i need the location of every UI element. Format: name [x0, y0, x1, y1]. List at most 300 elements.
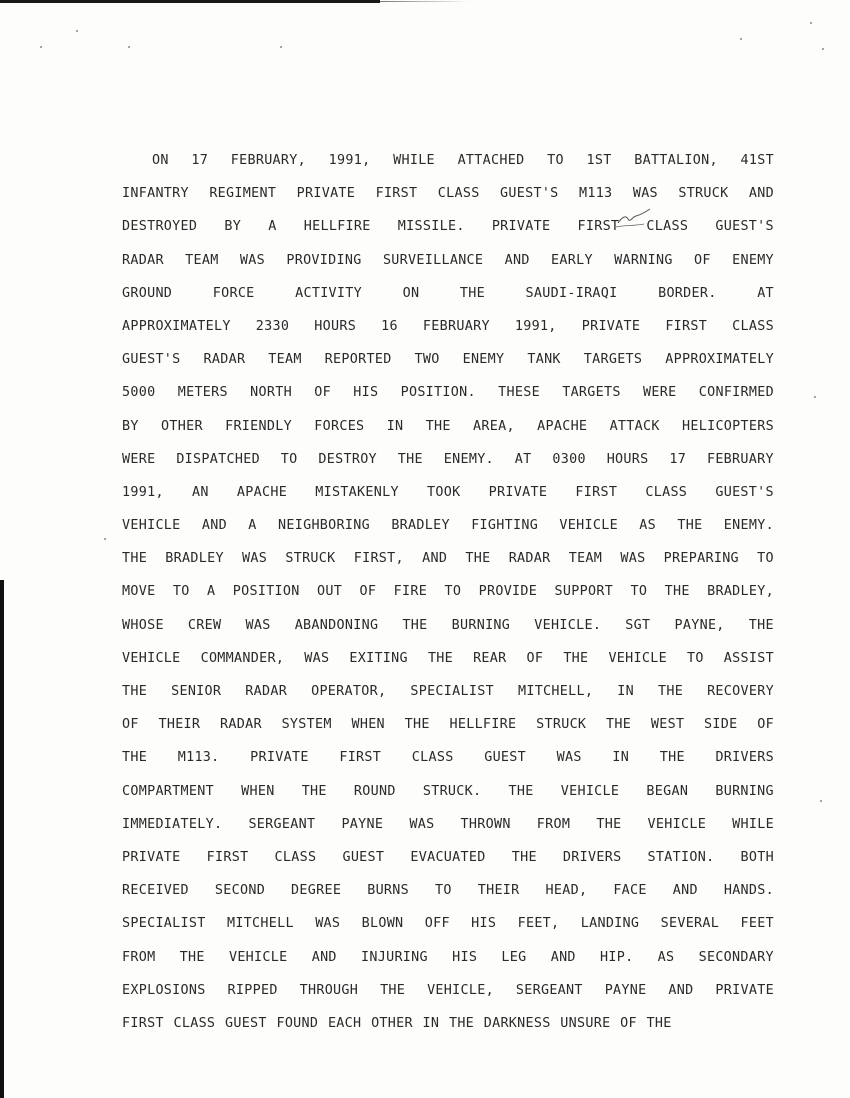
- document-word: THE: [448, 1015, 475, 1031]
- document-word: PAYNE,: [674, 617, 725, 633]
- document-word: PRIVATE: [250, 750, 309, 766]
- document-word: THE: [657, 684, 684, 699]
- document-word: THE: [606, 717, 632, 733]
- document-word: DESTROYED: [122, 219, 198, 235]
- document-word: WHILE: [393, 153, 435, 168]
- document-word: THE: [563, 650, 589, 666]
- document-body: [122, 150, 774, 1046]
- document-line: [122, 416, 774, 449]
- document-word: PREPARING: [663, 551, 739, 567]
- document-word: FIRST: [375, 186, 418, 202]
- document-word: HELLFIRE: [303, 219, 371, 235]
- document-word: IN: [386, 418, 404, 434]
- document-word: REGIMENT: [209, 186, 277, 202]
- document-word: 1ST: [586, 153, 612, 168]
- document-line: [122, 1013, 774, 1046]
- document-word: AT: [757, 285, 774, 301]
- document-word: LANDING: [580, 916, 640, 932]
- document-word: GUEST: [224, 1015, 267, 1031]
- document-line: [122, 515, 774, 548]
- document-word: ASSIST: [723, 650, 774, 666]
- document-word: WHEN: [351, 717, 385, 733]
- document-line: [122, 847, 774, 880]
- document-word: FEET,: [517, 916, 560, 932]
- document-word: OF: [757, 717, 774, 733]
- document-word: POSITION: [232, 584, 300, 600]
- document-word: IMMEDIATELY.: [122, 816, 223, 832]
- document-word: BY: [224, 219, 242, 235]
- document-line: [122, 349, 774, 382]
- document-word: BRADLEY,: [707, 584, 774, 600]
- document-word: WARNING: [614, 252, 673, 268]
- document-word: OTHER: [371, 1015, 413, 1031]
- document-word: OUT: [317, 584, 343, 600]
- document-word: COMPARTMENT: [122, 783, 214, 799]
- document-word: WAS: [242, 551, 268, 567]
- document-word: THE: [459, 285, 485, 301]
- document-word: RADAR: [220, 717, 262, 733]
- document-word: FORCE: [212, 285, 255, 301]
- document-word: THE: [748, 617, 774, 633]
- document-line: [122, 316, 774, 349]
- document-line: [122, 548, 774, 581]
- document-word: VEHICLE: [608, 650, 667, 666]
- document-word: TO: [687, 650, 704, 666]
- document-word: WAS: [245, 617, 271, 633]
- document-word: VEHICLE: [122, 518, 181, 534]
- document-word: GUEST'S: [500, 186, 559, 202]
- document-word: THE: [301, 783, 327, 799]
- document-word: OFF: [424, 916, 450, 932]
- scan-speck: [128, 46, 130, 48]
- document-word: PRIVATE: [581, 318, 641, 334]
- document-word: BATTALION,: [634, 153, 718, 168]
- document-word: WAS: [315, 916, 341, 932]
- document-word: RADAR: [508, 551, 551, 567]
- document-word: STRUCK: [678, 186, 729, 202]
- document-word: SERGEANT: [515, 982, 583, 998]
- document-word: THE: [404, 717, 430, 733]
- document-word: TOOK: [427, 484, 461, 500]
- document-word: TO: [435, 883, 452, 899]
- document-word: CLASS: [411, 750, 454, 766]
- document-word: AND: [550, 949, 576, 965]
- document-word: AND: [672, 883, 698, 899]
- document-word: HIS: [452, 949, 478, 965]
- document-word: WAS: [239, 252, 266, 268]
- document-word: METERS: [177, 385, 228, 401]
- document-word: MISTAKENLY: [315, 484, 399, 500]
- document-word: VEHICLE: [228, 949, 288, 965]
- document-word: WHILE: [732, 816, 774, 832]
- document-word: FOUND: [276, 1015, 319, 1031]
- document-word: CONFIRMED: [698, 385, 774, 401]
- document-word: FIRST: [339, 750, 382, 766]
- document-word: 0300: [552, 451, 586, 467]
- document-word: PAYNE: [341, 816, 384, 832]
- document-word: THEIR: [477, 883, 520, 899]
- document-word: OF: [359, 584, 377, 600]
- document-word: CREW: [187, 617, 222, 633]
- document-word: HIS: [471, 916, 497, 932]
- document-line: [122, 183, 774, 216]
- document-word: ENEMY.: [723, 518, 774, 534]
- document-word: THE: [596, 816, 622, 832]
- document-word: GUEST'S: [715, 219, 774, 235]
- document-line: [122, 747, 774, 780]
- document-word: BEGAN: [646, 783, 689, 799]
- document-word: CLASS: [437, 186, 480, 202]
- document-word: GUEST'S: [122, 352, 181, 368]
- document-word: BRADLEY: [165, 551, 224, 567]
- document-word: RADAR: [245, 684, 288, 699]
- document-line: [122, 449, 774, 482]
- document-word: FEET: [740, 916, 774, 932]
- document-word: 2330: [255, 318, 290, 334]
- document-word: 17: [191, 153, 209, 168]
- document-line: [122, 880, 774, 913]
- document-word: CLASS: [173, 1015, 216, 1031]
- document-word: WEST: [650, 717, 685, 733]
- document-word: PAYNE: [604, 982, 647, 998]
- document-word: FIRST: [665, 318, 708, 334]
- document-word: WAS: [409, 816, 435, 832]
- document-word: AND: [668, 982, 694, 998]
- document-line: [122, 681, 774, 714]
- document-word: WHEN: [241, 783, 275, 799]
- scan-top-edge-rule: [0, 0, 380, 3]
- document-word: AN: [191, 484, 209, 500]
- document-word: FROM: [122, 949, 156, 965]
- document-word: AT: [514, 451, 532, 467]
- document-word: AS: [657, 949, 675, 965]
- document-word: COMMANDER,: [200, 650, 285, 666]
- document-line: [122, 482, 774, 515]
- document-word: PRIVATE: [296, 186, 356, 202]
- document-word: OF: [314, 385, 331, 401]
- document-word: OTHER: [161, 418, 203, 434]
- document-word: NEIGHBORING: [278, 518, 370, 534]
- document-word: THE: [397, 451, 423, 467]
- document-word: NORTH: [250, 385, 292, 401]
- document-word: BRADLEY: [391, 518, 450, 534]
- document-word: SYSTEM: [281, 717, 332, 733]
- document-word: MITCHELL,: [517, 684, 594, 699]
- document-line: [122, 250, 774, 283]
- document-line: [122, 814, 774, 847]
- document-word: FEBRUARY,: [230, 153, 307, 168]
- document-word: WAS: [304, 650, 330, 666]
- document-word: FIRST: [575, 484, 618, 500]
- document-word: THE: [122, 551, 148, 567]
- document-word: DEGREE: [291, 883, 342, 899]
- document-word: TO: [444, 584, 462, 600]
- document-word: VEHICLE: [559, 518, 618, 534]
- document-word: HIP.: [600, 949, 634, 965]
- document-word: TO: [547, 153, 564, 168]
- document-word: TEAM: [568, 551, 603, 567]
- document-word: THE: [508, 783, 534, 799]
- scan-speck: [76, 30, 78, 32]
- document-word: SPECIALIST: [122, 916, 206, 932]
- document-word: THE: [122, 684, 148, 699]
- scan-left-edge-shadow: [0, 580, 4, 1098]
- document-word: FEBRUARY: [422, 318, 490, 334]
- document-word: THESE: [498, 385, 540, 401]
- document-word: VEHICLE: [122, 650, 181, 666]
- document-word: THE: [122, 750, 148, 766]
- document-word: AND: [311, 949, 337, 965]
- document-word: SEVERAL: [660, 916, 720, 932]
- document-word: STATION.: [647, 849, 715, 865]
- document-line: [122, 150, 774, 183]
- document-line: [122, 947, 774, 980]
- document-line: [122, 913, 774, 946]
- document-word: VEHICLE: [560, 783, 620, 799]
- document-word: A: [268, 219, 277, 235]
- document-word: STRUCK: [285, 551, 336, 567]
- document-word: TO: [757, 551, 774, 567]
- document-word: FIRST: [206, 849, 249, 865]
- document-word: HEAD,: [545, 883, 588, 899]
- document-word: HOURS: [606, 451, 649, 467]
- document-word: AND: [422, 551, 448, 567]
- document-word: ABANDONING: [294, 617, 379, 633]
- document-word: ON: [402, 285, 420, 301]
- document-word: MITCHELL: [226, 916, 294, 932]
- document-word: WAS: [556, 750, 582, 766]
- document-word: CLASS: [646, 219, 689, 235]
- document-word: UNSURE: [560, 1015, 611, 1031]
- document-word: EACH: [327, 1015, 362, 1031]
- document-word: THE: [179, 949, 205, 965]
- document-word: SIDE: [704, 717, 738, 733]
- document-word: DRIVERS: [562, 849, 622, 865]
- document-word: FORCES: [314, 418, 365, 434]
- document-word: THE: [402, 617, 428, 633]
- document-word: M113: [578, 186, 613, 202]
- document-word: SUPPORT: [554, 584, 614, 600]
- document-word: FRIENDLY: [225, 418, 292, 434]
- document-word: THE: [677, 518, 703, 534]
- document-word: BLOWN: [361, 916, 404, 932]
- document-word: FEBRUARY: [706, 451, 774, 467]
- document-word: AND: [748, 186, 774, 202]
- document-word: 1991,: [328, 153, 371, 168]
- document-word: CLASS: [732, 318, 774, 334]
- document-word: FIRST: [122, 1015, 164, 1031]
- document-word: CLASS: [645, 484, 688, 500]
- document-word: ENEMY: [732, 252, 774, 268]
- document-word: POSITION.: [400, 385, 476, 401]
- document-word: HELLFIRE: [449, 717, 517, 733]
- document-word: WHOSE: [122, 617, 164, 633]
- document-word: APACHE: [537, 418, 588, 434]
- document-word: GUEST'S: [715, 484, 774, 500]
- document-word: ACTIVITY: [295, 285, 363, 301]
- document-word: PRIVATE: [122, 849, 181, 865]
- document-word: DARKNESS: [483, 1015, 551, 1031]
- document-word: 41ST: [740, 153, 774, 168]
- document-word: EVACUATED: [410, 849, 486, 865]
- document-word: APPROXIMATELY: [122, 318, 231, 334]
- document-word: BURNING: [715, 783, 774, 799]
- document-word: FACE: [613, 883, 647, 899]
- document-word: EXITING: [349, 650, 408, 666]
- scan-speck: [104, 538, 106, 540]
- document-word: THE: [465, 551, 491, 567]
- document-word: THE: [646, 1015, 672, 1031]
- document-word: OF: [620, 1015, 637, 1031]
- document-word: AREA,: [473, 418, 515, 434]
- document-word: LEG: [501, 949, 527, 965]
- document-word: HIS: [353, 385, 379, 401]
- document-word: THE: [664, 584, 690, 600]
- document-word: FIRE: [393, 584, 428, 600]
- document-word: PRIVATE: [715, 982, 774, 998]
- document-word: EARLY: [551, 252, 593, 268]
- document-word: OPERATOR,: [311, 684, 387, 699]
- document-word: OF: [122, 717, 139, 733]
- document-word: ROUND: [353, 783, 396, 799]
- document-word: MOVE: [122, 584, 156, 600]
- document-word: THE: [427, 650, 454, 666]
- document-word: GROUND: [122, 285, 173, 301]
- document-word: STRUCK: [536, 717, 587, 733]
- document-line: [122, 980, 774, 1013]
- document-line: [122, 581, 774, 614]
- document-word: ENEMY.: [443, 451, 494, 467]
- document-word: PROVIDE: [478, 584, 538, 600]
- document-word: BY: [122, 418, 139, 434]
- scan-speck: [814, 396, 816, 398]
- document-word: GUEST: [484, 750, 527, 766]
- document-word: 17: [669, 451, 687, 467]
- document-word: RADAR: [203, 352, 246, 368]
- document-word: TO: [280, 451, 298, 467]
- scan-speck: [820, 800, 822, 802]
- document-word: WERE: [122, 451, 156, 467]
- document-word: THROUGH: [299, 982, 359, 998]
- document-word: SERGEANT: [248, 816, 316, 832]
- document-word: SGT: [625, 617, 651, 633]
- document-word: EXPLOSIONS: [122, 982, 206, 998]
- document-line: [122, 714, 774, 747]
- document-word: A: [248, 518, 257, 534]
- document-word: SENIOR: [171, 684, 222, 699]
- document-word: BURNING: [451, 617, 511, 633]
- document-word: APACHE: [236, 484, 288, 500]
- document-word: OF: [694, 252, 711, 268]
- document-word: FIRST: [577, 219, 620, 235]
- document-word: A: [206, 584, 216, 600]
- document-word: ENEMY: [462, 352, 505, 368]
- document-word: THEIR: [158, 717, 201, 733]
- document-word: SECONDARY: [698, 949, 774, 965]
- document-word: DESTROY: [318, 451, 377, 467]
- document-word: M113.: [177, 750, 220, 766]
- document-word: THE: [659, 750, 685, 766]
- document-word: PROVIDING: [286, 252, 362, 268]
- document-word: FIGHTING: [471, 518, 539, 534]
- document-word: TWO: [414, 352, 440, 368]
- document-word: RECEIVED: [122, 883, 189, 899]
- document-word: ATTACHED: [457, 153, 525, 168]
- document-word: PRIVATE: [488, 484, 548, 500]
- document-word: TANK: [527, 352, 561, 368]
- document-word: DRIVERS: [715, 750, 774, 766]
- document-word: IN: [617, 684, 634, 699]
- document-word: WAS: [632, 186, 658, 202]
- document-word: RADAR: [122, 252, 164, 268]
- document-word: TARGETS: [562, 385, 621, 401]
- document-word: VEHICLE.: [534, 617, 602, 633]
- document-word: AND: [504, 252, 530, 268]
- document-word: SURVEILLANCE: [382, 252, 484, 268]
- document-word: APPROXIMATELY: [665, 352, 774, 368]
- document-word: IN: [612, 750, 630, 766]
- document-word: BURNS: [367, 883, 410, 899]
- document-line: [122, 781, 774, 814]
- scan-speck: [40, 46, 42, 48]
- document-word: THE: [380, 982, 406, 998]
- document-word: OF: [526, 650, 544, 666]
- document-word: TO: [630, 584, 648, 600]
- document-word: SECOND: [214, 883, 266, 899]
- document-word: INJURING: [361, 949, 428, 965]
- document-word: STRUCK.: [422, 783, 482, 799]
- document-word: VEHICLE,: [427, 982, 494, 998]
- document-word: HANDS.: [723, 883, 774, 899]
- scan-speck: [280, 46, 282, 48]
- document-word: 1991,: [122, 484, 164, 500]
- document-word: THE: [425, 418, 451, 434]
- document-word: TEAM: [268, 352, 302, 368]
- document-line: [122, 648, 774, 681]
- document-word: MISSILE.: [397, 219, 465, 235]
- document-word: HELICOPTERS: [682, 418, 774, 434]
- document-word: THROWN: [460, 816, 511, 832]
- document-word: PRIVATE: [491, 219, 551, 235]
- document-line: [122, 283, 774, 316]
- document-word: ATTACK: [609, 418, 660, 434]
- document-word: INFANTRY: [122, 186, 189, 202]
- document-word: GUEST: [342, 849, 385, 865]
- document-word: THE: [511, 849, 537, 865]
- document-word: FROM: [536, 816, 571, 832]
- scan-speck: [740, 38, 742, 40]
- document-line: [122, 615, 774, 648]
- document-word: DISPATCHED: [176, 451, 260, 467]
- document-word: WERE: [643, 385, 677, 401]
- document-word: IN: [422, 1015, 440, 1031]
- document-word: REPORTED: [324, 352, 392, 368]
- document-word: RECOVERY: [707, 684, 774, 699]
- document-word: 1991,: [514, 318, 557, 334]
- document-word: VEHICLE: [647, 816, 707, 832]
- document-word: WAS: [620, 551, 646, 567]
- document-word: BOTH: [740, 849, 774, 865]
- document-word: TO: [172, 584, 190, 600]
- scan-top-edge-fade: [380, 1, 470, 2]
- document-word: 16: [381, 318, 398, 334]
- document-line: [122, 382, 774, 415]
- document-word: ON: [152, 153, 169, 168]
- scan-speck: [810, 22, 812, 24]
- document-word: CLASS: [274, 849, 317, 865]
- document-word: SPECIALIST: [410, 684, 494, 699]
- document-word: RIPPED: [227, 982, 278, 998]
